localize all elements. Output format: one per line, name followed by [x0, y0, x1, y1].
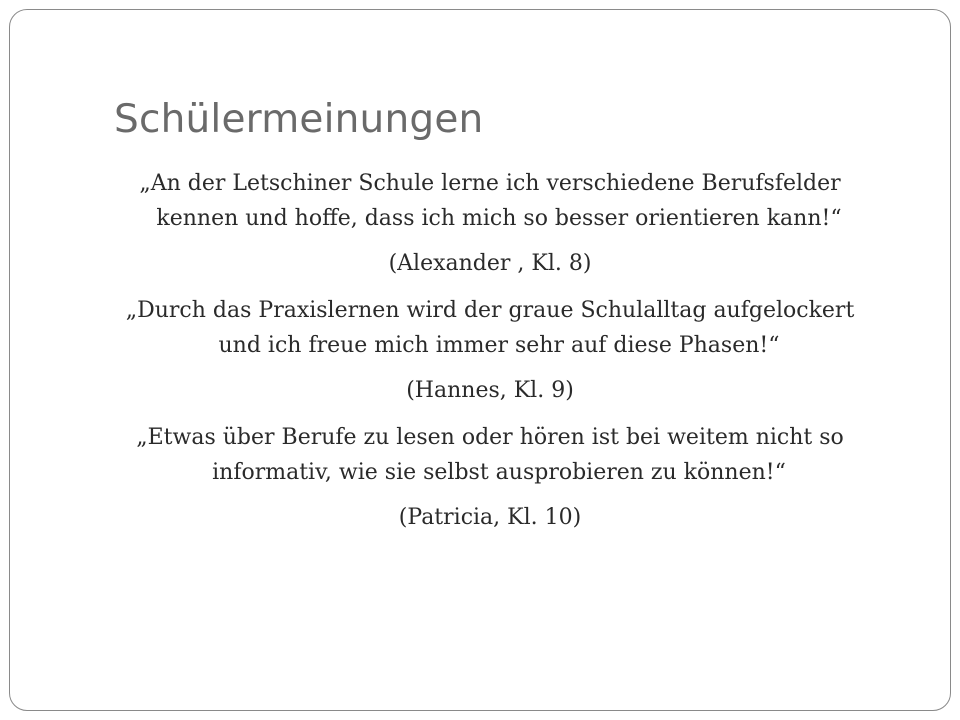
testimonial-quote: „Etwas über Berufe zu lesen oder hören ist bei weitem nicht so informativ, wie sie selbst ausprobieren zu können!“ [136, 425, 844, 485]
testimonial-item [110, 166, 870, 281]
slide-frame [9, 9, 951, 711]
testimonial-quote: „An der Letschiner Schule lerne ich verschiedene Berufsfelder kennen und hoffe, dass ich mich so besser orientieren kann!“ [139, 171, 842, 231]
testimonial-item [110, 293, 870, 408]
testimonial-quote: „Durch das Praxislernen wird der graue Schulalltag aufgelockert und ich freue mich immer sehr auf diese Phasen!“ [125, 298, 855, 358]
testimonial-author: (Patricia, Kl. 10) [398, 505, 582, 530]
testimonial-item [110, 420, 870, 535]
testimonial-author: (Hannes, Kl. 9) [406, 378, 574, 403]
testimonial-author: (Alexander , Kl. 8) [388, 251, 592, 276]
testimonials-list [110, 166, 870, 547]
slide-title: Schülermeinungen [114, 97, 484, 142]
